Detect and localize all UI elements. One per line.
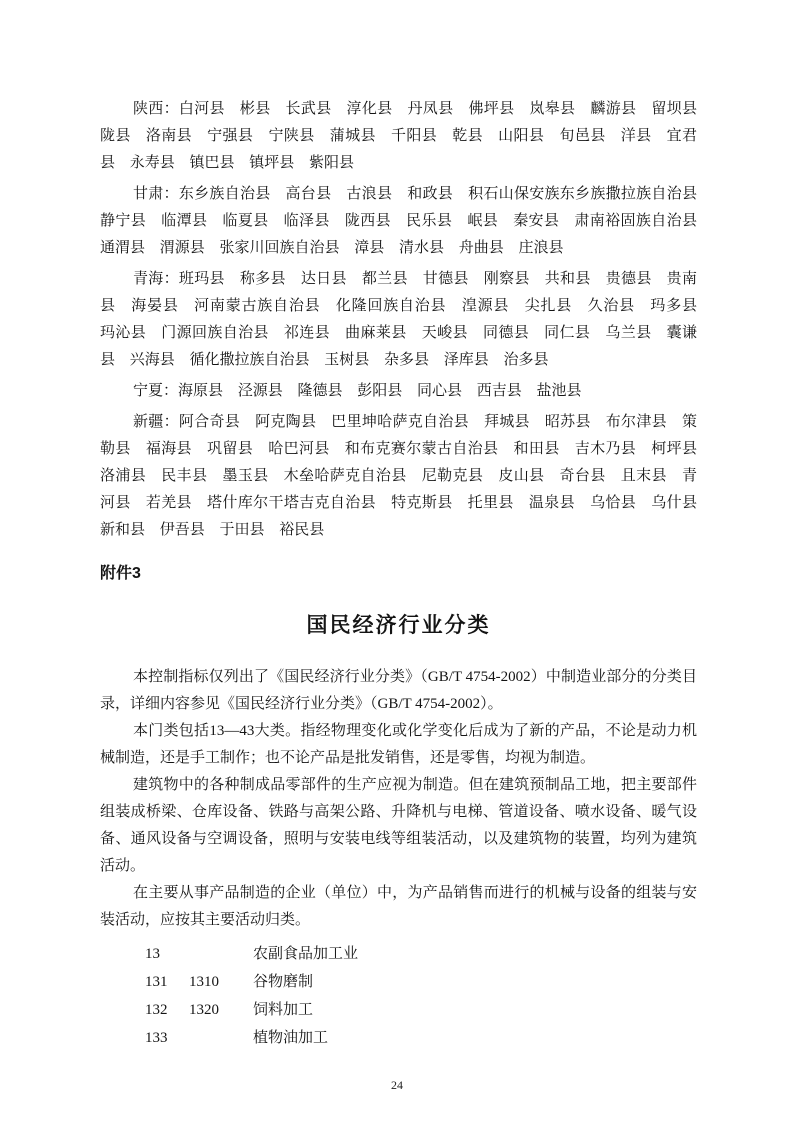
industry-code-list (100, 940, 697, 1052)
province-label: 新疆： (133, 414, 179, 430)
province-paragraph-qinghai (100, 266, 697, 374)
province-label: 宁夏： (133, 383, 179, 399)
attachment-label: 附件3 (100, 565, 141, 582)
province-label: 青海： (133, 271, 179, 287)
industry-subcode: 1320 (189, 1002, 219, 1018)
province-paragraph-xinjiang (100, 409, 697, 544)
industry-name: 谷物磨制 (253, 974, 314, 990)
document-title: 国民经济行业分类 (306, 614, 491, 637)
body-paragraph: 本控制指标仅列出了《国民经济行业分类》（GB/T 4754-2002）中制造业部分的分类目录，详细内容参见《国民经济行业分类》（GB/T 4754-2002）。 (100, 669, 697, 712)
province-label: 陕西： (133, 101, 179, 117)
industry-code-row (145, 996, 697, 1024)
industry-code: 131 (145, 974, 168, 990)
industry-name: 农副食品加工业 (253, 946, 359, 962)
county-names: 班玛县 称多县 达日县 都兰县 甘德县 刚察县 共和县 贵德县 贵南县 海晏县 河南蒙古族自治县 化隆回族自治县 湟源县 尖扎县 久治县 玛多县 玛沁县 门源回族自治县 祁连县 曲麻莱县 天峻县 同德县 同仁县 乌兰县 囊谦县 兴海县 循化撒拉族自治县 玉树县 杂多县 泽库县 治多县 (100, 271, 697, 368)
county-names: 白河县 彬县 长武县 淳化县 丹凤县 佛坪县 岚皋县 麟游县 留坝县 陇县 洛南县 宁强县 宁陕县 蒲城县 千阳县 乾县 山阳县 旬邑县 洋县 宜君县 永寿县 镇巴县 镇坪县 紫阳县 (100, 101, 697, 171)
industry-code-row (145, 968, 697, 996)
industry-subcode (189, 1024, 253, 1052)
industry-code-row (145, 940, 697, 968)
industry-code: 133 (145, 1030, 168, 1046)
body-paragraph: 本门类包括13—43大类。指经物理变化或化学变化后成为了新的产品，不论是动力机械制造，还是手工制作；也不论产品是批发销售，还是零售，均视为制造。 (100, 723, 697, 766)
industry-code: 132 (145, 1002, 168, 1018)
province-paragraph-ningxia (100, 378, 697, 405)
province-label: 甘肃： (133, 186, 179, 202)
county-names: 阿合奇县 阿克陶县 巴里坤哈萨克自治县 拜城县 昭苏县 布尔津县 策勒县 福海县 巩留县 哈巴河县 和布克赛尔蒙古自治县 和田县 吉木乃县 柯坪县 洛浦县 民丰县 墨玉县 木垒哈萨克自治县 尼勒克县 皮山县 奇台县 且末县 青河县 若羌县 塔什库尔干塔吉克自治县 特克斯县 托里县 温泉县 乌恰县 乌什县 新和县 伊吾县 于田县 裕民县 (100, 414, 697, 538)
industry-code: 13 (145, 946, 160, 962)
industry-name: 饲料加工 (253, 1002, 314, 1018)
page-number: 24 (391, 1078, 403, 1092)
industry-code-row (145, 1024, 697, 1052)
industry-subcode (189, 940, 253, 968)
industry-name: 植物油加工 (253, 1030, 329, 1046)
county-names: 海原县 泾源县 隆德县 彭阳县 同心县 西吉县 盐池县 (178, 383, 582, 399)
province-paragraph-shaanxi (100, 96, 697, 177)
body-paragraph: 在主要从事产品制造的企业（单位）中，为产品销售而进行的机械与设备的组装与安装活动，应按其主要活动归类。 (100, 885, 697, 928)
county-names: 东乡族自治县 高台县 古浪县 和政县 积石山保安族东乡族撒拉族自治县 静宁县 临潭县 临夏县 临泽县 陇西县 民乐县 岷县 秦安县 肃南裕固族自治县 通渭县 渭源县 张家川回族自治县 漳县 清水县 舟曲县 庄浪县 (100, 186, 697, 256)
body-paragraph: 建筑物中的各种制成品零部件的生产应视为制造。但在建筑预制品工地，把主要部件组装成桥梁、仓库设备、铁路与高架公路、升降机与电梯、管道设备、喷水设备、暖气设备、通风设备与空调设备，照明与安装电线等组装活动，以及建筑物的装置，均列为建筑活动。 (100, 777, 697, 874)
industry-subcode: 1310 (189, 974, 219, 990)
attachment-body-section (100, 664, 697, 934)
county-list-section (100, 96, 697, 544)
province-paragraph-gansu (100, 181, 697, 262)
